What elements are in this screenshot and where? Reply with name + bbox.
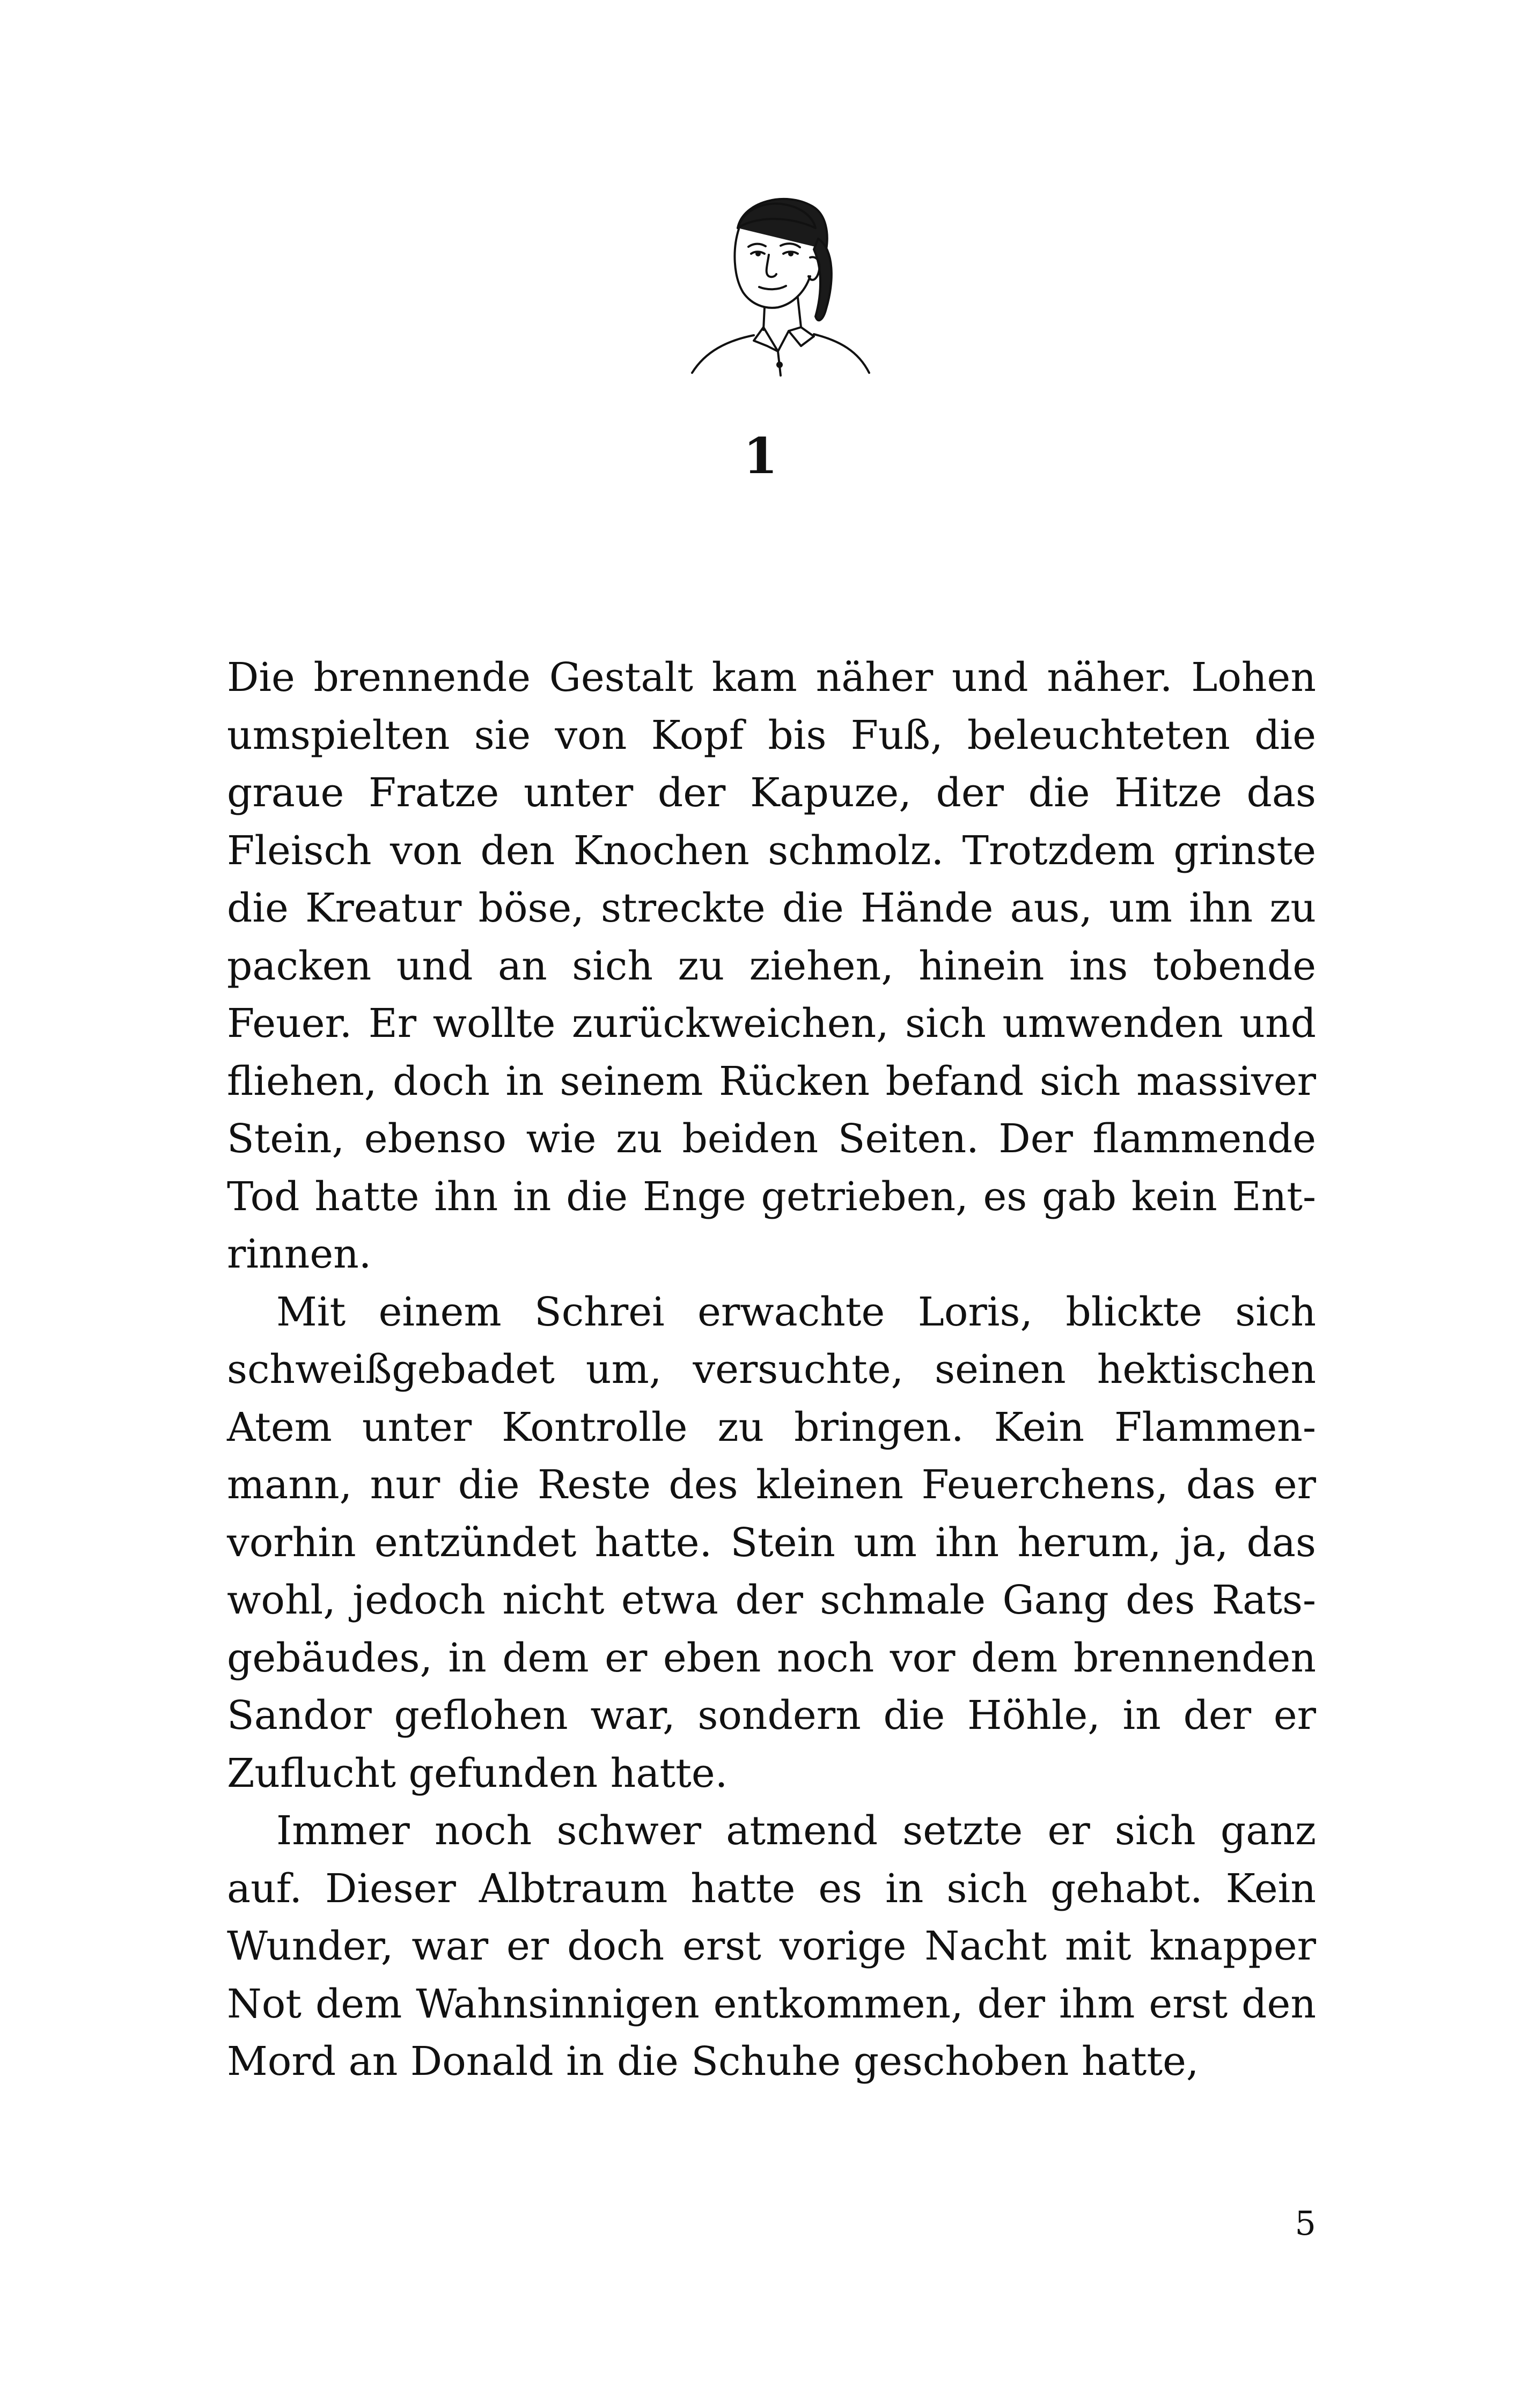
paragraph-3: Immer noch schwer atmend setzte er sich ganz auf. Dieser Albtraum hatte es in sich gehabt. Kein Wunder, war er doch erst vorige Nacht mit knapper Not dem Wahnsinnigen entkommen, der ihm erst den Mord an Donald in die Schuhe geschoben hatte, <box>227 1808 1316 2085</box>
body-text <box>227 649 1316 2091</box>
chapter-number: 1 <box>743 427 778 485</box>
page-number: 5 <box>1295 2204 1316 2243</box>
portrait-sketch-icon <box>673 190 877 384</box>
paragraph-2: Mit einem Schrei erwachte Loris, blickte sich schweißgebadet um, versuchte, seinen hektischen Atem unter Kontrolle zu bringen. Kein Flammenmann, nur die Reste des kleinen Feuerchens, das er vorhin entzündet hatte. Stein um ihn herum, ja, das wohl, jedoch nicht etwa der schmale Gang des Ratsgebäudes, in dem er eben noch vor dem brennenden Sandor geflohen war, sondern die Höhle, in der er Zuflucht gefunden hatte. <box>227 1288 1316 1796</box>
paragraph-1: Die brennende Gestalt kam näher und näher. Lohen umspielten sie von Kopf bis Fuß, beleuchteten die graue Fratze unter der Kapuze, der die Hitze das Fleisch von den Knochen schmolz. Trotzdem grinste die Kreatur böse, streckte die Hände aus, um ihn zu packen und an sich zu ziehen, hinein ins tobende Feuer. Er wollte zurückweichen, sich umwenden und fliehen, doch in seinem Rücken befand sich massiver Stein, ebenso wie zu beiden Seiten. Der flammende Tod hatte ihn in die Enge getrieben, es gab kein Entrinnen. <box>227 654 1316 1277</box>
